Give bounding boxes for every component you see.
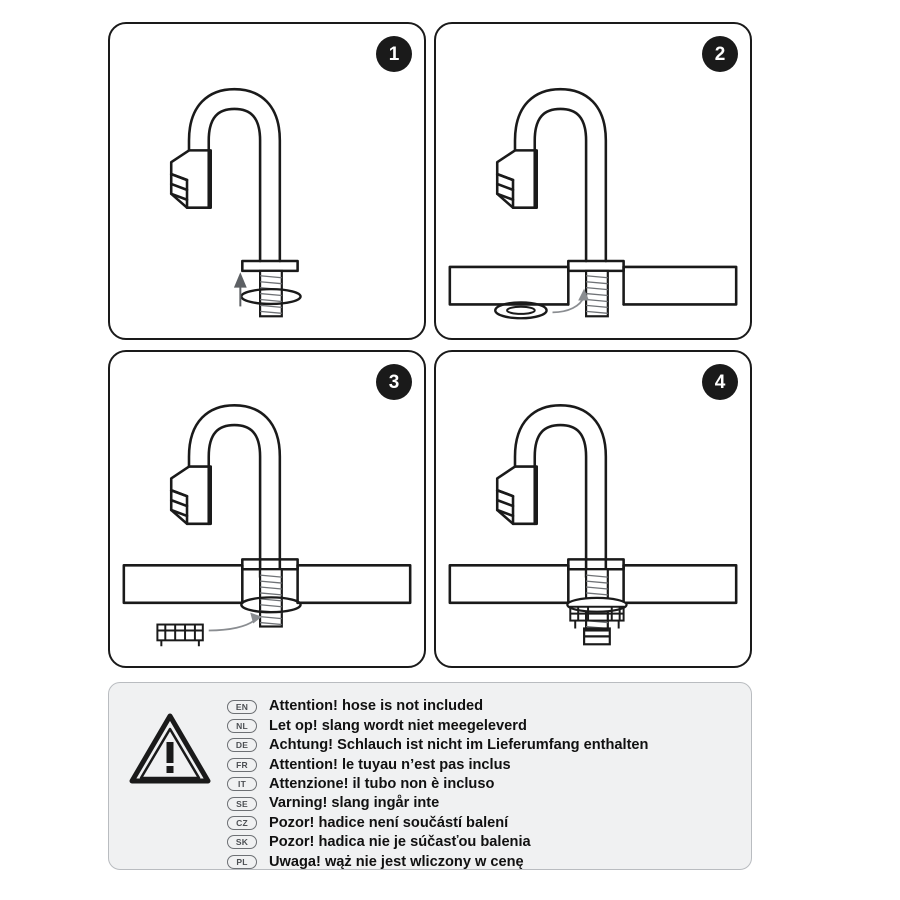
language-code-badge: FR [227, 758, 257, 772]
warning-triangle-icon [129, 711, 211, 787]
list-item [227, 716, 741, 735]
step-number-badge-4: 4 [702, 364, 738, 400]
step-3-illustration [110, 352, 424, 666]
warning-message-text: Pozor! hadica nie je súčasťou balenia [269, 834, 531, 851]
step-1-illustration [110, 24, 424, 338]
warning-box [108, 682, 752, 870]
language-code-badge: DE [227, 738, 257, 752]
language-code-badge: SE [227, 797, 257, 811]
list-item [227, 794, 741, 813]
list-item [227, 736, 741, 755]
language-code-badge: PL [227, 855, 257, 869]
warning-message-text: Varning! slang ingår inte [269, 795, 440, 812]
language-code-badge: IT [227, 777, 257, 791]
language-code-badge: SK [227, 835, 257, 849]
step-number-badge-1: 1 [376, 36, 412, 72]
step-panel-2 [434, 22, 752, 340]
warning-message-text: Attenzione! il tubo non è incluso [269, 775, 495, 792]
warning-message-text: Let op! slang wordt niet meegeleverd [269, 717, 527, 734]
list-item [227, 755, 741, 774]
language-code-badge: EN [227, 700, 257, 714]
step-number-badge-2: 2 [702, 36, 738, 72]
step-2-illustration [436, 24, 750, 338]
step-panel-4 [434, 350, 752, 668]
list-item [227, 813, 741, 832]
list-item [227, 697, 741, 716]
warning-message-text: Attention! hose is not included [269, 698, 484, 715]
step-panel-1 [108, 22, 426, 340]
list-item [227, 852, 741, 871]
list-item [227, 833, 741, 852]
step-4-illustration [436, 352, 750, 666]
language-code-badge: CZ [227, 816, 257, 830]
step-number-badge-3: 3 [376, 364, 412, 400]
warning-message-list [227, 697, 741, 870]
warning-message-text: Pozor! hadice není součástí balení [269, 814, 509, 831]
language-code-badge: NL [227, 719, 257, 733]
warning-message-text: Attention! le tuyau n’est pas inclus [269, 756, 511, 773]
step-panel-3 [108, 350, 426, 668]
warning-message-text: Uwaga! wąż nie jest wliczony w cenę [269, 853, 524, 870]
list-item [227, 775, 741, 794]
warning-message-text: Achtung! Schlauch ist nicht im Lieferumfang enthalten [269, 737, 649, 754]
